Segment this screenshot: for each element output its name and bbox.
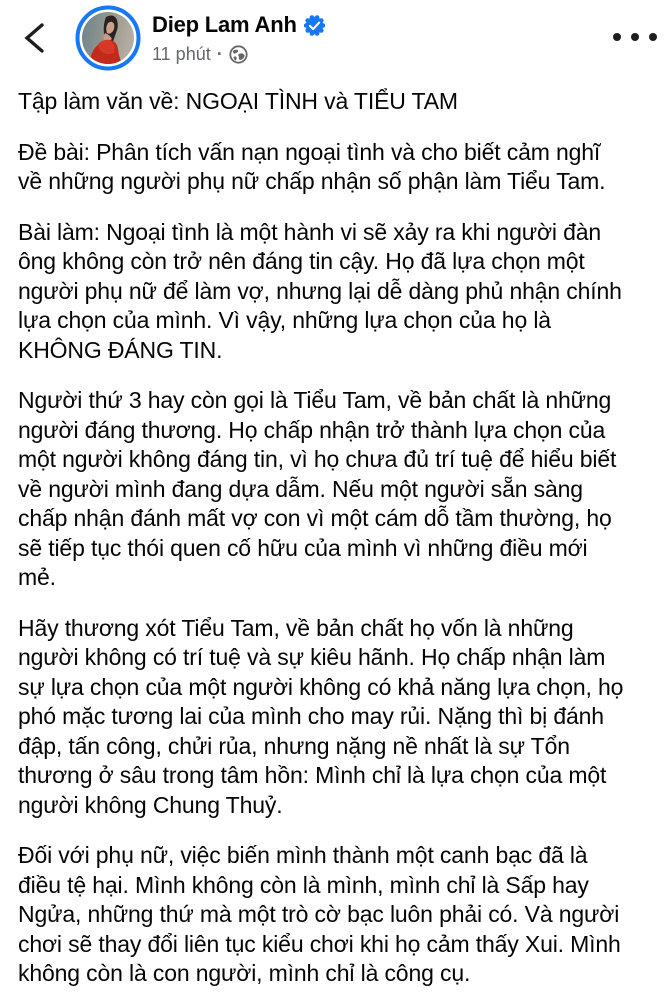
profile-name[interactable]: Diep Lam Anh <box>152 12 297 37</box>
avatar[interactable] <box>75 5 141 71</box>
post-line: Đề bài: Phân tích vấn nạn ngoại tình và cho biết cảm nghĩ <box>18 138 601 165</box>
avatar-image <box>75 5 141 71</box>
post-paragraph <box>18 386 660 593</box>
post-line: KHÔNG ĐÁNG TIN. <box>18 336 223 363</box>
post-line: Bài làm: Ngoại tình là một hành vi sẽ xảy ra khi người đàn <box>18 218 602 245</box>
post-line: ông không còn trở nên đáng tin cậy. Họ đã lựa chọn một <box>18 248 585 274</box>
name-row <box>152 12 325 38</box>
post-text <box>18 87 660 989</box>
post-line: mẻ. <box>18 564 56 590</box>
back-button[interactable] <box>18 20 50 56</box>
post-line: điều tệ hại. Mình không còn là mình, mình chỉ là Sấp hay <box>18 871 589 898</box>
post-header <box>0 0 672 82</box>
post-paragraph <box>18 87 660 117</box>
post-line: chơi sẽ thay đổi liên tục kiểu chơi khi họ cảm thấy Xui. Mình <box>18 930 621 957</box>
post-line: không còn là con người, mình chỉ là công cụ. <box>18 960 471 986</box>
verified-badge-icon <box>304 15 325 36</box>
post-line: thương ở sâu trong tâm hồn: Mình chỉ là lựa chọn của một <box>18 762 607 788</box>
post-line: Ngửa, những thứ mà một trò cờ bạc luôn phải có. Và người <box>18 901 620 927</box>
post-line: Tập làm văn về: NGOẠI TÌNH và TIỂU TAM <box>18 88 458 114</box>
post-line: sẽ tiếp tục thói quen cố hữu của mình vì những điều mới <box>18 534 588 561</box>
post-line: người không có trí tuệ và sự kiêu hãnh. Họ chấp nhận làm <box>18 644 606 670</box>
post-paragraph <box>18 218 660 366</box>
back-chevron-icon <box>21 22 47 54</box>
post-line: về những người phụ nữ chấp nhận số phận làm Tiểu Tam. <box>18 168 606 194</box>
post-line: phó mặc tương lai của mình cho may rủi. Nặng thì bị đánh <box>18 703 604 729</box>
post-paragraph <box>18 841 660 989</box>
dot-separator: · <box>216 44 223 64</box>
timestamp: 11 phút <box>152 44 211 64</box>
more-options-button[interactable] <box>610 22 658 52</box>
post-line: Hãy thương xót Tiểu Tam, về bản chất họ vốn là những <box>18 614 574 641</box>
post-line: Người thứ 3 hay còn gọi là Tiểu Tam, về bản chất là những <box>18 387 612 413</box>
post-paragraph <box>18 138 660 197</box>
globe-icon <box>229 45 248 64</box>
post-line: người phụ nữ để làm vợ, nhưng lại dễ dàng phủ nhận chính <box>18 277 622 304</box>
post-line: đập, tấn công, chửi rủa, nhưng nặng nề nhất là sự Tổn <box>18 732 570 759</box>
post-paragraph <box>18 614 660 821</box>
post-line: về người mình đang dựa dẫm. Nếu một người sẵn sàng <box>18 475 583 502</box>
post-line: Đối với phụ nữ, việc biến mình thành một canh bạc đã là <box>18 842 588 868</box>
post-line: sự lựa chọn của một người không có khả năng lựa chọn, họ <box>18 673 624 700</box>
post-line: chấp nhận đánh mất vợ con vì một cám dỗ tầm thường, họ <box>18 505 612 531</box>
post-line: một người không đáng tin, vì họ chưa đủ trí tuệ để hiểu biết <box>18 446 617 472</box>
post-line: người đáng thương. Họ chấp nhận trở thành lựa chọn của <box>18 416 606 443</box>
header-text-block <box>152 12 325 65</box>
post-line: người không Chung Thuỷ. <box>18 791 283 818</box>
post-meta <box>152 44 325 65</box>
post-line: lựa chọn của mình. Vì vậy, những lựa chọn của họ là <box>18 307 551 333</box>
three-dots-icon <box>612 32 658 42</box>
